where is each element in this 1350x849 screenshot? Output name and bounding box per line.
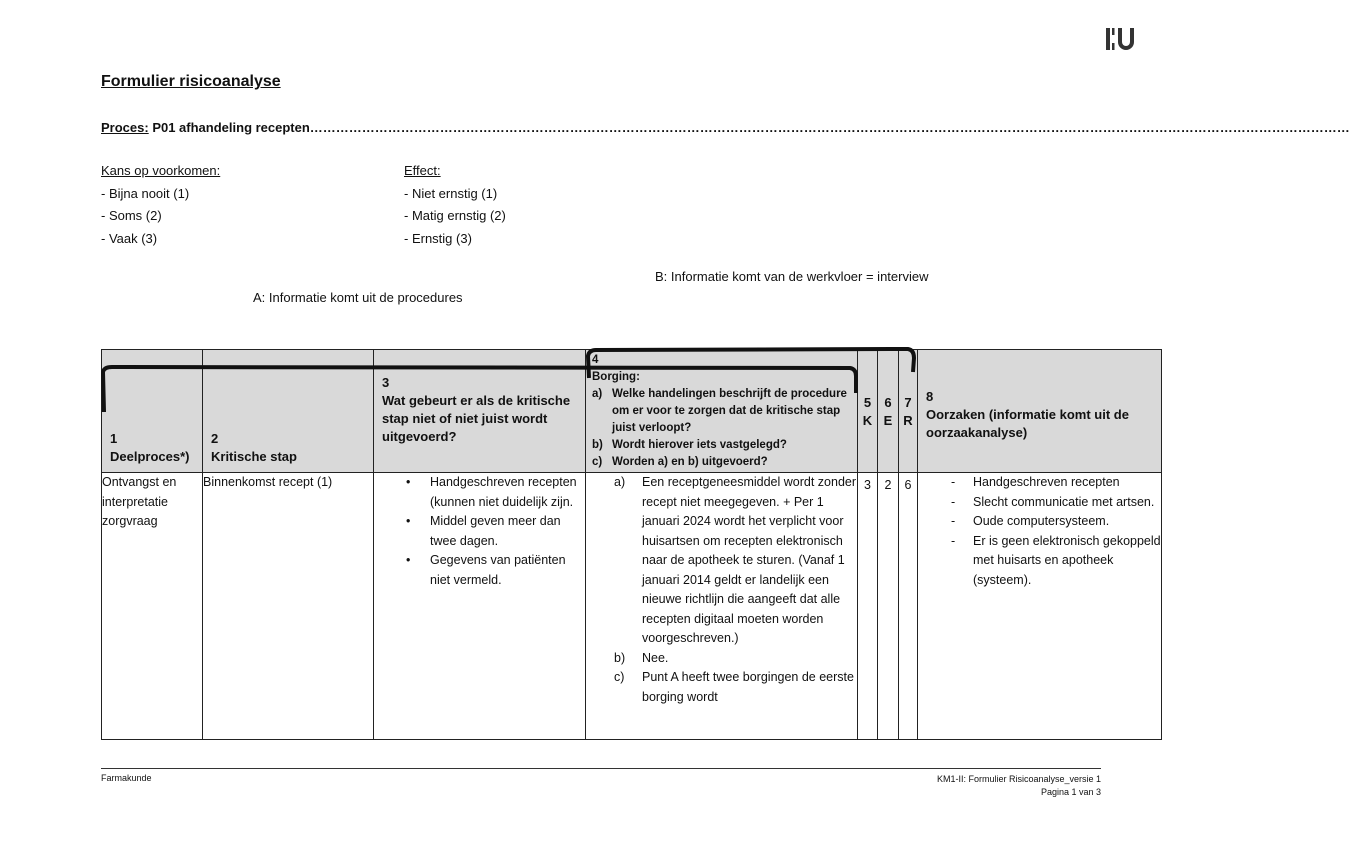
cell-k: 3 <box>858 473 878 740</box>
list-item: • Gegevens van patiënten niet vermeld. <box>430 551 585 590</box>
annotation-info-b: B: Informatie komt van de werkvloer = interview <box>655 269 929 284</box>
header-number: 5 <box>863 395 872 410</box>
footer-page-number: Pagina 1 van 3 <box>1040 787 1101 797</box>
kans-item: - Vaak (3) <box>101 230 158 246</box>
item-text: Een receptgeneesmiddel wordt zonder recept niet meegegeven. + Per 1 januari 2024 wordt het verplicht voor huisartsen om recepten elektronisch naar de apotheek te sturen. (Vanaf 1 januari 2014 geldt er landelijk een nieuwe richtlijn die aangeeft dat alle recepten digitaal moeten worden voorgeschreven.) <box>642 475 857 645</box>
question-marker: b) <box>592 439 603 451</box>
header-number: 1 <box>110 431 118 446</box>
list-item: - Slecht communicatie met artsen. <box>973 493 1161 513</box>
list-item <box>614 473 857 649</box>
header-number: 8 <box>926 389 934 404</box>
header-label: Kritische stap <box>211 449 297 464</box>
borging-question <box>592 437 853 454</box>
cell-borging <box>586 473 858 740</box>
header-borging <box>586 350 858 473</box>
risk-table <box>101 349 1162 740</box>
question-text: Worden a) en b) uitgevoerd? <box>612 456 768 468</box>
proces-line <box>101 120 1350 135</box>
list-item: • Handgeschreven recepten (kunnen niet duidelijk zijn. <box>430 473 585 512</box>
borging-question <box>592 386 853 437</box>
cell-e: 2 <box>878 473 899 740</box>
header-e <box>878 350 899 473</box>
effect-item: - Ernstig (3) <box>404 230 472 246</box>
list-item: - Er is geen elektronisch gekoppeld met huisarts en apotheek (systeem). <box>973 532 1161 591</box>
header-label: Wat gebeurt er als de kritische stap niet of niet juist wordt uitgevoerd? <box>382 393 571 444</box>
cell-r: 6 <box>899 473 918 740</box>
footer-left: Farmakunde <box>101 773 152 783</box>
annotation-info-a: A: Informatie komt uit de procedures <box>253 290 463 305</box>
item-marker: c) <box>614 670 625 684</box>
list-item: • Middel geven meer dan twee dagen. <box>430 512 585 551</box>
item-text: Punt A heeft twee borgingen de eerste borging wordt <box>642 670 854 704</box>
item-marker: a) <box>614 475 626 489</box>
hu-logo <box>1104 26 1144 52</box>
effect-legend <box>404 160 506 250</box>
kans-item: - Bijna nooit (1) <box>101 185 190 201</box>
table-header-row <box>102 350 1162 473</box>
header-label: K <box>862 413 873 428</box>
proces-label: Proces: <box>101 120 149 135</box>
header-oorzaken <box>918 350 1162 473</box>
question-text: Welke handelingen beschrijft de procedure om er voor te zorgen dat de kritische stap juist verloopt? <box>612 388 847 434</box>
header-k <box>858 350 878 473</box>
item-marker: b) <box>614 650 626 665</box>
table-row <box>102 473 1162 740</box>
header-label: Borging: <box>592 371 640 383</box>
footer-doc-name: KM1-II: Formulier Risicoanalyse_versie 1 <box>936 774 1101 784</box>
kans-title: Kans op voorkomen: <box>101 163 221 178</box>
cell-oorzaken <box>918 473 1162 740</box>
header-r <box>899 350 918 473</box>
header-deelproces <box>102 350 203 473</box>
kans-item: - Soms (2) <box>101 208 162 223</box>
cell-deelproces: Ontvangst en interpretatie zorgvraag <box>102 473 203 740</box>
header-number: 4 <box>592 354 599 366</box>
question-marker: c) <box>592 456 603 468</box>
effect-title: Effect: <box>404 163 441 178</box>
header-label: Oorzaken (informatie komt uit de oorzaakanalyse) <box>926 407 1129 440</box>
header-number: 6 <box>884 395 892 410</box>
cell-kritische-stap: Binnenkomst recept (1) <box>203 473 374 740</box>
header-number: 3 <box>382 375 390 390</box>
question-text: Wordt hierover iets vastgelegd? <box>612 439 787 451</box>
effect-item: - Matig ernstig (2) <box>404 208 506 223</box>
header-label: R <box>903 413 913 428</box>
list-item: - Oude computersysteem. <box>973 512 1161 532</box>
list-item <box>614 649 857 669</box>
cell-gevolgen <box>374 473 586 740</box>
page-title: Formulier risicoanalyse <box>101 73 281 90</box>
proces-value: P01 afhandeling recepten…………………………………………………………………………………………………………………………………………………………………………………………………………………… <box>148 120 1350 135</box>
header-number: 7 <box>904 395 912 410</box>
question-marker: a) <box>592 388 603 400</box>
header-number: 2 <box>211 431 219 446</box>
list-item <box>614 668 857 707</box>
header-label: E <box>883 413 893 428</box>
header-kritische-stap <box>203 350 374 473</box>
borging-question <box>592 454 853 471</box>
item-text: Nee. <box>642 650 669 665</box>
header-label: Deelproces*) <box>110 449 190 464</box>
header-gevolgen <box>374 350 586 473</box>
kans-legend <box>101 160 220 250</box>
list-item: - Handgeschreven recepten <box>973 473 1161 493</box>
effect-item: - Niet ernstig (1) <box>404 185 498 201</box>
footer-right <box>937 773 1101 799</box>
footer-divider <box>101 768 1101 769</box>
